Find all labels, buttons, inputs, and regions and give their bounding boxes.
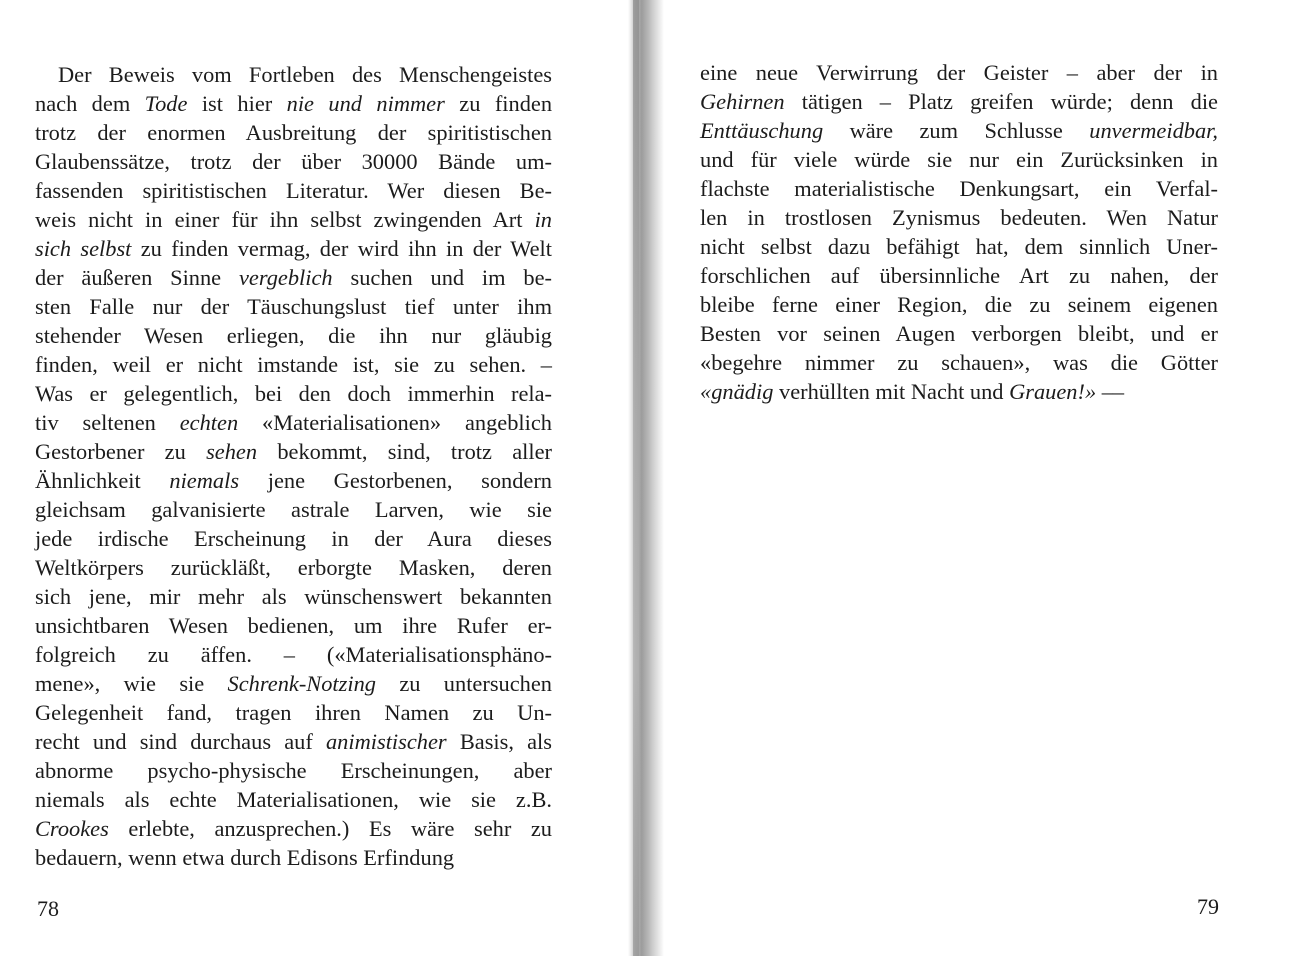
text-run: zu untersuchen	[375, 671, 552, 696]
text-run: verhüllten mit Nacht und	[773, 379, 1010, 404]
text-run: zu finden vermag, der wird ihn in der Welt	[131, 236, 553, 261]
text-line	[35, 785, 552, 814]
text-run: niemals als echte Materialisationen, wie sie z.B.	[35, 787, 552, 812]
text-line	[35, 205, 552, 234]
text-run: ist hier	[187, 91, 287, 116]
text-run: weis nicht in einer für ihn selbst zwingenden Art	[35, 207, 535, 232]
right-page	[668, 0, 1300, 956]
text-run: Weltkörpers zurückläßt, erborgte Masken, deren	[35, 555, 552, 580]
text-run: eine neue Verwirrung der Geister – aber der in	[700, 60, 1218, 85]
text-line	[35, 611, 552, 640]
text-line	[700, 319, 1218, 348]
text-run: trotz der enormen Ausbreitung der spiritistischen	[35, 120, 552, 145]
text-line	[35, 263, 552, 292]
text-run: flachste materialistische Denkungsart, ein Verfal-	[700, 176, 1218, 201]
italic-text: Enttäuschung	[700, 118, 824, 143]
text-run: unsichtbaren Wesen bedienen, um ihre Rufer er-	[35, 613, 552, 638]
text-line	[700, 261, 1218, 290]
left-page-text	[35, 60, 552, 872]
italic-text: Schrenk-Notzing	[227, 671, 376, 696]
text-line	[35, 640, 552, 669]
italic-text: Gehirnen	[700, 89, 785, 114]
italic-text: vergeblich	[238, 265, 333, 290]
text-run: nicht selbst dazu befähigt hat, dem sinnlich Uner-	[700, 234, 1218, 259]
italic-text: «gnädig	[700, 379, 774, 404]
text-line	[35, 524, 552, 553]
text-run: jene Gestorbenen, sondern	[239, 468, 552, 493]
italic-text: nie und nimmer	[286, 91, 445, 116]
italic-text: Tode	[144, 91, 188, 116]
right-page-number: 79	[1197, 894, 1219, 919]
right-page-text	[700, 58, 1218, 406]
italic-text: Crookes	[35, 816, 109, 841]
text-run: Besten vor seinen Augen verborgen bleibt, und er	[700, 321, 1218, 346]
text-line	[35, 495, 552, 524]
text-run: tiv seltenen	[35, 410, 180, 435]
text-run: fassenden spiritistischen Literatur. Wer diesen Be-	[35, 178, 552, 203]
italic-text: unvermeidbar,	[1089, 118, 1218, 143]
italic-text: in	[534, 207, 552, 232]
text-run: wäre zum Schlusse	[823, 118, 1090, 143]
text-line	[700, 116, 1218, 145]
text-line	[700, 87, 1218, 116]
text-line	[35, 727, 552, 756]
left-page-number: 78	[37, 896, 59, 921]
text-run: ––	[1096, 379, 1125, 404]
text-run: abnorme psycho-physische Erscheinungen, aber	[35, 758, 552, 783]
text-line	[700, 290, 1218, 319]
text-line	[700, 145, 1218, 174]
gutter-shadow	[633, 0, 639, 956]
text-run: tätigen – Platz greifen würde; denn die	[784, 89, 1218, 114]
text-run: sich jene, mir mehr als wünschenswert bekannten	[35, 584, 552, 609]
text-run: Was er gelegentlich, bei den doch immerhin rela-	[35, 381, 552, 406]
text-run: und für viele würde sie nur ein Zurücksinken in	[700, 147, 1218, 172]
text-line	[35, 843, 552, 872]
text-line	[35, 669, 552, 698]
italic-text: echten	[179, 410, 239, 435]
italic-text: animistischer	[325, 729, 447, 754]
text-run: recht und sind durchaus auf	[35, 729, 326, 754]
text-line	[35, 756, 552, 785]
text-line	[35, 321, 552, 350]
text-line	[35, 814, 552, 843]
text-run: Gestorbener zu	[35, 439, 207, 464]
italic-text: sich selbst	[35, 236, 132, 261]
text-run: bleibe ferne einer Region, die zu seinem eigenen	[700, 292, 1218, 317]
text-line	[35, 379, 552, 408]
text-run: der äußeren Sinne	[35, 265, 239, 290]
text-line	[700, 203, 1218, 232]
text-line	[35, 234, 552, 263]
text-line	[35, 698, 552, 727]
text-run: bedauern, wenn etwa durch Edisons Erfindung	[35, 845, 455, 870]
text-run: Gelegenheit fand, tragen ihren Namen zu Un-	[35, 700, 552, 725]
text-line	[35, 292, 552, 321]
italic-text: niemals	[169, 468, 240, 493]
text-line	[35, 118, 552, 147]
text-line	[700, 377, 1218, 406]
text-line	[700, 174, 1218, 203]
text-run: len in trostlosen Zynismus bedeuten. Wen Natur	[700, 205, 1218, 230]
left-page	[0, 0, 625, 956]
text-line	[35, 147, 552, 176]
text-line	[35, 350, 552, 379]
text-line	[35, 437, 552, 466]
text-line	[700, 58, 1218, 87]
text-run: Ähnlichkeit	[35, 468, 170, 493]
text-run: gleichsam galvanisierte astrale Larven, wie sie	[35, 497, 552, 522]
text-line	[35, 466, 552, 495]
text-run: Basis, als	[446, 729, 552, 754]
text-run: mene», wie sie	[35, 671, 228, 696]
text-run: Glaubenssätze, trotz der über 30000 Bände um-	[35, 149, 552, 174]
text-run: finden, weil er nicht imstande ist, sie zu sehen. –	[35, 352, 552, 377]
text-run: forschlichen auf übersinnliche Art zu nahen, der	[700, 263, 1218, 288]
italic-text: Grauen!»	[1009, 379, 1097, 404]
text-line	[700, 232, 1218, 261]
text-run: zu finden	[444, 91, 553, 116]
text-run: suchen und im be-	[332, 265, 552, 290]
text-run: nach dem	[35, 91, 145, 116]
text-run: bekommt, sind, trotz aller	[257, 439, 553, 464]
text-run: Der Beweis vom Fortleben des Menschengeistes	[58, 62, 552, 87]
text-run: stehender Wesen erliegen, die ihn nur gläubig	[35, 323, 552, 348]
text-run: «Materialisationen» angeblich	[238, 410, 552, 435]
text-line	[35, 553, 552, 582]
text-line	[35, 582, 552, 611]
text-run: erlebte, anzusprechen.) Es wäre sehr zu	[108, 816, 552, 841]
italic-text: sehen	[206, 439, 258, 464]
text-run: «begehre nimmer zu schauen», was die Götter	[700, 350, 1218, 375]
text-run: jede irdische Erscheinung in der Aura dieses	[35, 526, 552, 551]
text-line	[35, 176, 552, 205]
text-line	[35, 60, 552, 89]
text-line	[35, 408, 552, 437]
text-run: folgreich zu äffen. – («Materialisationsphäno-	[35, 642, 552, 667]
text-run: sten Falle nur der Täuschungslust tief unter ihm	[35, 294, 552, 319]
text-line	[35, 89, 552, 118]
text-line	[700, 348, 1218, 377]
